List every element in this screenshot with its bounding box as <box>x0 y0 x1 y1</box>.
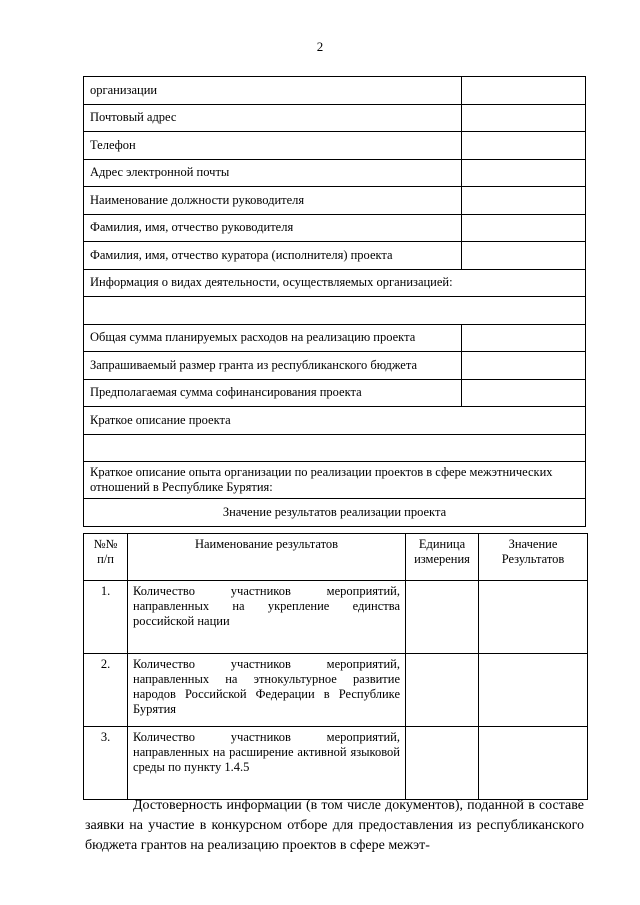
results-table <box>83 533 588 800</box>
form-row-label: Фамилия, имя, отчество куратора (исполнителя) проекта <box>84 242 462 270</box>
page-number: 2 <box>316 39 324 54</box>
table-row <box>84 581 588 654</box>
form-row-value-cell[interactable] <box>462 352 586 380</box>
form-row <box>84 462 586 499</box>
row-unit-cell[interactable] <box>406 581 479 654</box>
header-value: Значение Результатов <box>479 534 588 581</box>
form-row-value-cell[interactable] <box>462 187 586 215</box>
form-row <box>84 297 586 325</box>
form-row-label: Наименование должности руководителя <box>84 187 462 215</box>
form-row-label: Фамилия, имя, отчество руководителя <box>84 214 462 242</box>
form-row-value-cell[interactable] <box>462 132 586 160</box>
row-value-cell[interactable] <box>479 727 588 800</box>
form-row-label: Краткое описание проекта <box>84 407 586 435</box>
form-row <box>84 242 586 270</box>
results-header-row <box>84 534 588 581</box>
form-row-label: Информация о видах деятельности, осуществляемых организацией: <box>84 269 586 297</box>
header-number: №№ п/п <box>84 534 128 581</box>
form-row-value-cell[interactable] <box>462 159 586 187</box>
organization-form-table <box>83 76 586 527</box>
form-row-value-cell[interactable] <box>462 214 586 242</box>
form-row <box>84 434 586 462</box>
form-row <box>84 187 586 215</box>
reliability-paragraph: Достоверность информации (в том числе документов), поданной в составе заявки на участие в конкурсном отборе для предоставления из республиканского бюджета грантов на реализацию проектов в сфере межэт- <box>85 798 584 853</box>
form-row-value-cell[interactable] <box>462 77 586 105</box>
header-unit: Единица измерения <box>406 534 479 581</box>
form-row-label: Телефон <box>84 132 462 160</box>
row-result-name: Количество участников мероприятий, направленных на этнокультурное развитие народов Российской Федерации в Республике Бурятия <box>128 654 406 727</box>
form-row <box>84 407 586 435</box>
row-unit-cell[interactable] <box>406 727 479 800</box>
row-value-cell[interactable] <box>479 654 588 727</box>
row-number: 3. <box>84 727 128 800</box>
row-number: 1. <box>84 581 128 654</box>
form-row-label: Адрес электронной почты <box>84 159 462 187</box>
table-row <box>84 727 588 800</box>
form-row-blank-cell[interactable] <box>84 434 586 462</box>
table-row <box>84 654 588 727</box>
form-row-value-cell[interactable] <box>462 324 586 352</box>
form-row-label: Почтовый адрес <box>84 104 462 132</box>
row-unit-cell[interactable] <box>406 654 479 727</box>
form-row <box>84 132 586 160</box>
form-row-value-cell[interactable] <box>462 379 586 407</box>
results-section-title: Значение результатов реализации проекта <box>84 499 586 527</box>
form-row-label: Предполагаемая сумма софинансирования проекта <box>84 379 462 407</box>
form-row-value-cell[interactable] <box>462 242 586 270</box>
form-row <box>84 104 586 132</box>
row-result-name: Количество участников мероприятий, направленных на укрепление единства российской нации <box>128 581 406 654</box>
row-result-name: Количество участников мероприятий, направленных на расширение активной языковой среды по пункту 1.4.5 <box>128 727 406 800</box>
form-row-label: Общая сумма планируемых расходов на реализацию проекта <box>84 324 462 352</box>
form-row <box>84 379 586 407</box>
form-row-label: организации <box>84 77 462 105</box>
form-row <box>84 159 586 187</box>
form-row-label: Запрашиваемый размер гранта из республиканского бюджета <box>84 352 462 380</box>
form-row <box>84 499 586 527</box>
form-row <box>84 77 586 105</box>
form-row <box>84 214 586 242</box>
header-result-name: Наименование результатов <box>128 534 406 581</box>
row-number: 2. <box>84 654 128 727</box>
form-row <box>84 352 586 380</box>
form-row-value-cell[interactable] <box>462 104 586 132</box>
row-value-cell[interactable] <box>479 581 588 654</box>
form-row <box>84 324 586 352</box>
form-row-label: Краткое описание опыта организации по реализации проектов в сфере межэтнических отношений в Республике Бурятия: <box>84 462 586 499</box>
form-row-blank-cell[interactable] <box>84 297 586 325</box>
form-row <box>84 269 586 297</box>
